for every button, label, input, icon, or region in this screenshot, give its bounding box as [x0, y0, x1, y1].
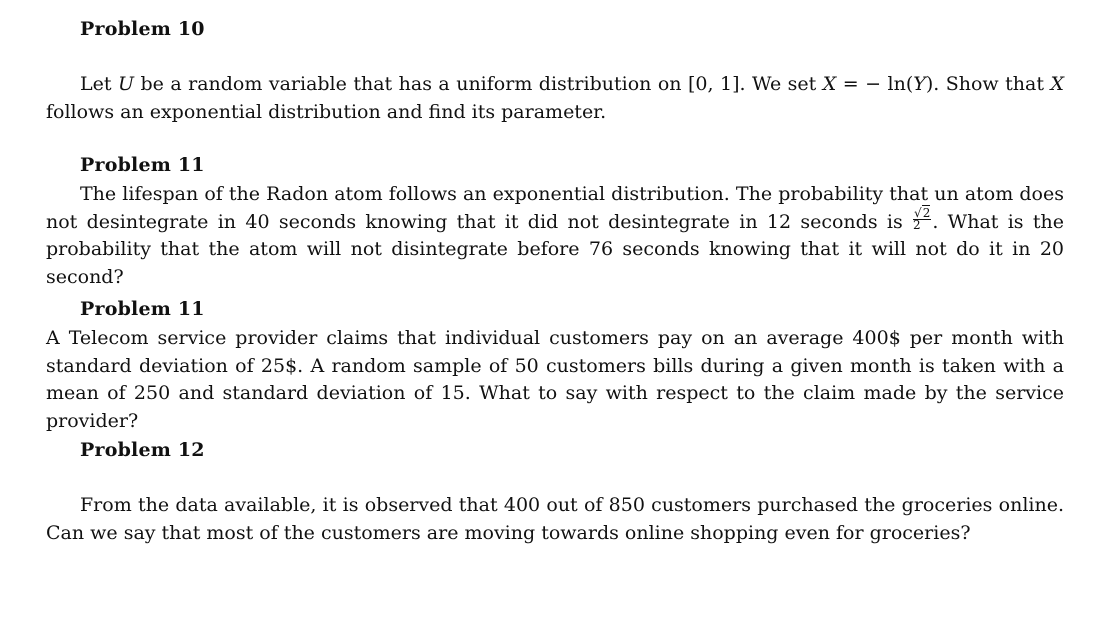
- problem-12-heading: Problem 12: [80, 439, 205, 461]
- problem-11b-text: A Telecom service provider claims that individual customers pay on an average 400$ per month with standard deviation of 25$. A random sample of 50 customers bills during a given month is taken with a mean of 250 and standard deviation of 15. What to say with respect to the claim made by the service provider?: [46, 327, 1064, 432]
- problem-10-heading: Problem 10: [80, 18, 205, 40]
- sqrt2-over-2-fraction: $\frac{√2}{2}$: [913, 206, 931, 232]
- problem-12-text: From the data available, it is observed that 400 out of 850 customers purchased the groceries online. Can we say that most of the customers are moving towards online shopping even for groceries?: [46, 494, 1064, 544]
- problem-11-heading: Problem 11: [80, 154, 205, 176]
- problem-11-text: The lifespan of the Radon atom follows an exponential distribution. The probability that un atom does not desintegrate in 40 seconds knowing that it did not desintegrate in 12 seconds is $\frac{√2}{2}$ . What is the probability that the atom will not disintegrate before 76 seconds knowing that it will not do it in 20 second?: [46, 183, 1064, 288]
- problem-10-text: Let U be a random variable that has a uniform distribution on [0, 1]. We set X = − ln(Y). Show that X follows an exponential distribution and find its parameter.: [46, 73, 1064, 123]
- problem-11b-heading: Problem 11: [80, 298, 205, 320]
